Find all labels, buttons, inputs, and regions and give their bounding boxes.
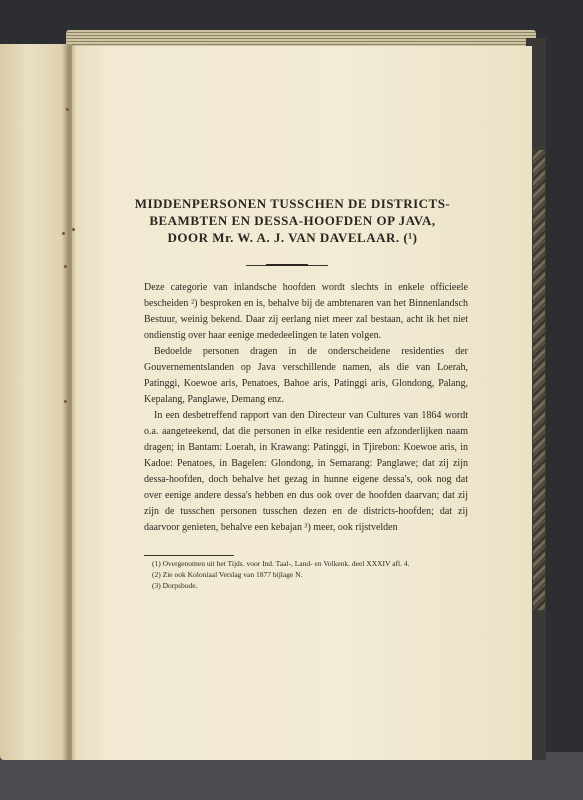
title-line: BEAMBTEN EN DESSA-HOOFDEN OP JAVA, <box>149 213 436 228</box>
footnote: (1) Overgenomen uit het Tijds. voor Ind. Taal-, Land- en Volkenk. deel XXXIV afl. 4. <box>152 559 410 568</box>
title-line: DOOR Mr. W. A. J. VAN DAVELAAR. (¹) <box>167 230 418 245</box>
binding-hole <box>72 228 75 231</box>
article-title <box>130 195 455 246</box>
paragraph: In een desbetreffend rapport van den Directeur van Cultures van 1864 wordt o.a. aangeteekend, dat die personen in elke residentie een afzonderlijken naam dragen; in Bantam: Loerah, in Krawang: Patinggi, in Tjirebon: Koewoe aris, in Kadoe: Penatoes, in Bagelen: Glondong, in Semarang: Panglawe; dat zij zijn dessa-hoofden, doch behalve het gezag in hunne eigene dessa's, ook nog dat over eenige andere dessa's hebben en dus ook over de hoofden daarvan; dat zij zijn de tusschen personen tusschen dezen en de districts-hoofden; dat zij daarvoor genieten, behalve een kebajan ³) meer, ook rijstvelden <box>144 410 468 533</box>
footnote: (2) Zie ook Koloniaal Verslag van 1877 bijlage N. <box>152 570 303 579</box>
binding-hole <box>64 265 67 268</box>
paragraph: Bedoelde personen dragen in de onderscheidene residenties der Gouvernementslanden op Java verschillende namen, als die van Loerah, Patinggi, Koewoe aris, Penatoes, Bahoe aris, Patinggi aris, Glondong, Palang, Kepalang, Panglawe, Demang enz. <box>144 346 468 405</box>
footnotes <box>144 558 468 591</box>
footnote-divider <box>144 555 234 556</box>
paragraph: Deze categorie van inlandsche hoofden wordt slechts in enkele officieele bescheiden ²) besproken en is, behalve bij de ambtenaren van het Binnenlandsch Bestuur, weinig bekend. Daar zij eerlang niet meer zal bestaan, acht ik het niet ondienstig over haar eenige mededeelingen te laten volgen. <box>144 282 468 341</box>
binding-hole <box>66 108 69 111</box>
binding-hole <box>62 232 65 235</box>
title-divider-center <box>266 264 308 266</box>
marbled-cover <box>533 150 545 610</box>
binding-hole <box>64 400 67 403</box>
footnote: (3) Dorpsbode. <box>152 581 198 590</box>
article-body <box>144 280 468 536</box>
title-line: MIDDENPERSONEN TUSSCHEN DE DISTRICTS- <box>134 196 451 211</box>
